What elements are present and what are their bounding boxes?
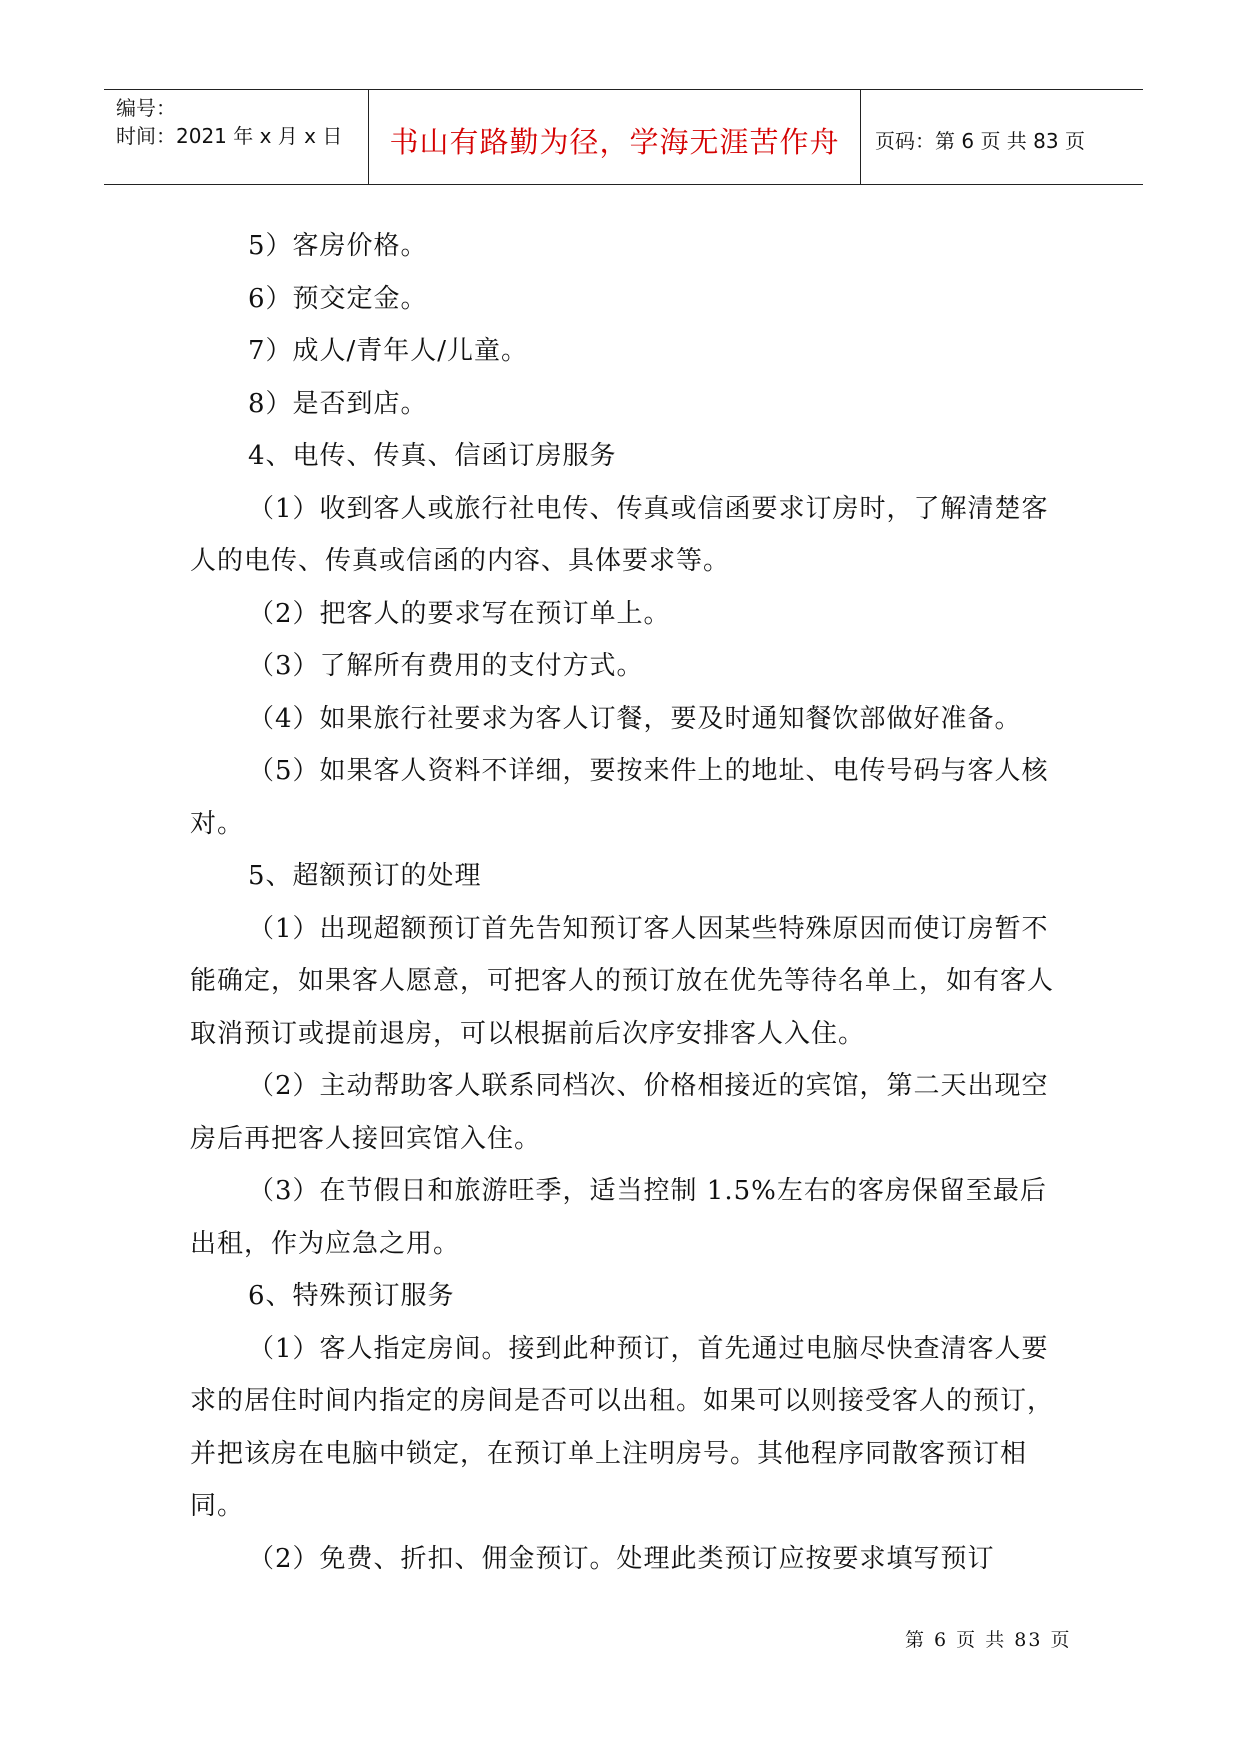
body-paragraph: （5）如果客人资料不详细，要按来件上的地址、电传号码与客人核对。 (190, 756, 1049, 839)
body-paragraph: （1）客人指定房间。接到此种预订，首先通过电脑尽快查清客人要求的居住时间内指定的房间是否可以出租。如果可以则接受客人的预订，并把该房在电脑中锁定，在预订单上注明房号。其他程序同散客预订相同。 (190, 1333, 1055, 1521)
body-paragraph: 8）是否到店。 (248, 388, 428, 419)
body-paragraph: 5、超额预订的处理 (248, 861, 482, 891)
doc-time-label: 时间：2021 年 x 月 x 日 (116, 124, 343, 148)
body-paragraph: 4、电传、传真、信函订房服务 (248, 441, 617, 471)
header-page-cell (861, 90, 1143, 184)
motto-text: 书山有路勤为径，学海无涯苦作舟 (389, 125, 840, 159)
header-motto-cell (368, 90, 861, 184)
body-paragraph: 6、特殊预订服务 (248, 1281, 455, 1311)
header-info-cell (104, 90, 368, 184)
document-header (104, 89, 1143, 185)
body-paragraph: 6）预交定金。 (248, 283, 428, 314)
body-paragraph: 7）成人/青年人/儿童。 (248, 336, 529, 366)
body-paragraph: （4）如果旅行社要求为客人订餐，要及时通知餐饮部做好准备。 (248, 703, 1022, 734)
header-page-info: 页码：第 6 页 共 83 页 (875, 129, 1085, 153)
doc-number-label: 编号： (116, 96, 176, 120)
body-paragraph: 5）客房价格。 (248, 231, 428, 261)
page-footer: 第 6 页 共 83 页 (905, 1629, 1072, 1651)
body-paragraph: （1）收到客人或旅行社电传、传真或信函要求订房时，了解清楚客人的电传、传真或信函的内容、具体要求等。 (190, 493, 1049, 576)
body-paragraph: （3）了解所有费用的支付方式。 (248, 651, 644, 681)
body-paragraph: （3）在节假日和旅游旺季，适当控制 1.5%左右的客房保留至最后出租，作为应急之用。 (190, 1176, 1047, 1259)
document-body (190, 220, 1070, 1585)
body-paragraph: （2）主动帮助客人联系同档次、价格相接近的宾馆，第二天出现空房后再把客人接回宾馆入住。 (190, 1071, 1049, 1154)
body-paragraph: （2）免费、折扣、佣金预订。处理此类预订应按要求填写预订 (248, 1543, 995, 1574)
body-paragraph: （1）出现超额预订首先告知预订客人因某些特殊原因而使订房暂不能确定，如果客人愿意，可把客人的预订放在优先等待名单上，如有客人取消预订或提前退房，可以根据前后次序安排客人入住。 (190, 913, 1055, 1049)
body-paragraph: （2）把客人的要求写在预订单上。 (248, 598, 671, 629)
